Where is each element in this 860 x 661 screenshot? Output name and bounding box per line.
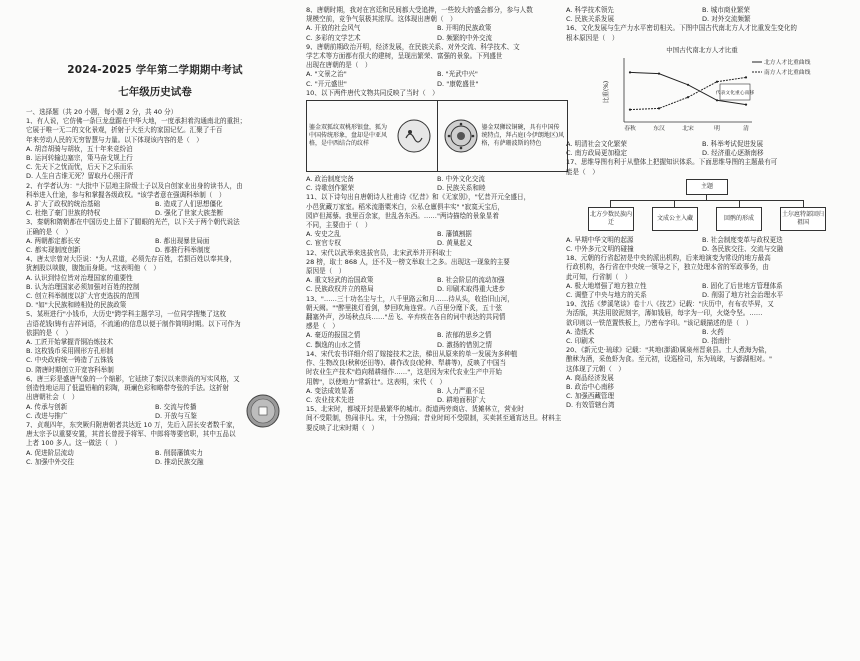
chart-title: 中国古代南北方人才比重 [666,45,738,54]
question-line: 5、某班进行"小钱币，大历史"跨学科主题学习，一位同学搜集了这枚 [26,310,227,319]
option: B. 火药 [702,327,724,336]
option: A. 明清社会文化繁荣 [566,140,627,149]
option: A. 安史之乱 [306,230,341,239]
mind-map-leaf-text: 回鹘的形成 [723,214,754,222]
question-line: 行政机构，各行省在中央统一领导之下，独立处理本省的军政事务，由 [566,263,769,272]
option: B. 造成了人们思想僵化 [155,200,223,209]
option: D. 印刷术取得重大进步 [437,285,506,294]
option: D. 对外交流频繁 [702,15,751,24]
option: B. 人力严重不足 [437,386,485,395]
mind-map-leaf-text: 土尔扈特部回归祖国 [781,210,824,226]
question-line: 小邑犹藏万家室。稻米流脂粟米白，公私仓廪俱丰实" "寂寞天宝后， [306,202,504,211]
option-row [566,140,838,149]
option-row [26,237,284,246]
option: C. 加强中外交往 [26,457,75,466]
option: B. 削弱藩镇实力 [155,448,203,457]
option: D. 削弱了地方社会治理水平 [702,291,784,300]
x-tick-label: 明 [714,125,720,132]
option-row [306,387,568,396]
option: B. 政治中心南移 [566,383,614,392]
artifact-right-text: 鎏金双狮纹铜碗，具有中国传统特点，拜占庭(今伊朗地区)风格，有萨珊波斯的特色 [481,124,565,148]
x-tick-label: 东汉 [653,125,665,132]
x-tick-label: 春秋 [624,125,636,132]
option: B. 藩镇割据 [437,230,472,239]
option: D. 隋唐时期创立开宽容科举制 [26,365,114,374]
question-line: 12、宋代以武举来选拔官员，北宋武举并开科取士 [306,248,452,257]
option: A. 极大地增强了地方独立性 [566,281,647,290]
mind-map-leaf-text: 文成公主入藏 [656,214,693,222]
option: D. 推动民族交融 [155,457,204,466]
question-line: 依据的是（ ） [26,328,72,337]
option-row [306,396,568,405]
question-line: 它展于唯一无二的文化景观，折射于大至大的家国记忆。汇聚了千百 [26,126,223,135]
question-line: 10、以下两件唐代文物共同反映了当时（ ） [306,88,439,97]
option: A. 重文轻武的治国政策 [306,276,374,285]
question-line: 14、宋代农书详细介绍了嫁接技术之法，梯田从原来的单一发展为多种植 [306,349,518,358]
option: C. 南方政局更加稳定 [566,149,628,158]
chart-ylabel: 比重(%) [603,80,610,104]
option: A. 豪迈的报国之情 [306,331,361,340]
option: D. 耕地面积扩大 [437,395,486,404]
option: D. 激扬的惜别之情 [437,340,493,349]
series-point [745,103,747,105]
option: C. 加强西藏管理 [566,392,615,401]
option: A. 工匠开始掌握青铜冶炼技术 [26,338,114,347]
question-line: 翻塞外声，沙场秋点兵……"岳飞、辛弃疾在各自的词中表达的共同情 [306,313,506,322]
option-row [566,337,838,346]
option-row [306,239,568,248]
series-point [687,84,689,86]
silver-plate-image [396,118,432,154]
option: C. 创立科举制度以扩大官吏选拔的范围 [26,292,140,301]
question-line: 科举进入仕途，参与和掌握各级政权。"该学者意在强调科举制（ ） [26,190,226,199]
mind-map [566,179,838,233]
option-row [306,80,568,89]
column-3 [566,6,838,411]
question-line: 19、沈括《梦溪笔谈》卷十八《技艺》记载："庆历中，有布衣毕昇，又 [566,300,774,309]
mind-map-leaf [588,207,634,231]
option: A. "文景之治" [306,70,347,79]
series-point [658,72,660,74]
option: C. 中央政府统一铸造了五铢钱 [26,356,114,365]
artifact-right [438,101,568,171]
question-line: 年来劳动人民的无穷智慧与力量。以下体现该内容的是（ ） [26,135,203,144]
option: C. 中外多元文明的碰撞 [566,245,634,254]
option: D. 强化了世家大族垄断 [155,209,224,218]
option: C. 民族关系发展 [566,15,615,24]
option-row [566,15,838,24]
option-row [566,149,838,158]
question-line: 不同，主要由于（ ） [306,221,372,230]
option-row [566,245,838,254]
artifact-left [307,101,438,171]
question-line: 13、"……三十功名尘与土，八千里路云和月……待从头，收拾旧山河， [306,294,514,303]
mind-map-root: 主题 [686,179,728,195]
option: B. 固化了后世地方管理体系 [702,281,783,290]
option: B. 运河转输边塞宗，策马奋戈规上行 [26,154,133,163]
option: C. 宦官专权 [306,239,341,248]
question-line: 上者 100 多人。这一做法（ ） [26,439,122,448]
question-line: 犹割股以啖腹，腹饱而身毙。"这表明他（ ） [26,264,160,273]
option: C. 民族政权并立的格局 [306,285,374,294]
mind-map-connector [674,200,740,207]
question-line: 16、文化发展与生产力水平密切相关。下图中国古代南北方人才比重发生变化的 [566,24,797,33]
option-row [26,209,284,218]
series-point [629,108,631,110]
legend-south-label: 南方人才比重曲线 [764,69,811,76]
section-heading: 一、选择题（共 20 小题，每小题 2 分，共 40 分） [26,108,178,116]
question-line: 28 榜，取士 868 人，还不及一榜文举取士之多。出现这一现象的主要 [306,257,510,266]
option: B. 科举考试促进发展 [702,140,764,149]
question-line: 学艺术等方面都有很大的建树，呈现出繁荣、富强的景象。下列盛世 [306,52,503,61]
option: A. 变法成效显著 [306,386,354,395]
option-row [306,341,568,350]
question-line: 7、贞观四年，东突厥归附唐朝者共达近 10 万，先后入居长安者数千家， [26,420,240,429]
option: A. 造纸术 [566,327,595,336]
x-tick-label: 北宋 [682,125,694,132]
question-line: 此可知，行省制（ ） [566,272,632,281]
question-line: 为活版，其法用胶泥刻字，薄如钱唇，每字为一印，火烧令坚。…… [566,309,763,318]
option: A. 认识到恃位皆对治理国家的重要性 [26,273,133,282]
option: A. 扩大了政权的统治基础 [26,200,100,209]
option: A. 政治制度完备 [306,175,354,184]
question-line: 唐太宗予以重要安置，其首长曾授予将军、中郎将等要官职，其中五品以 [26,430,236,439]
option: D. 指南针 [702,337,731,346]
question-line: 这体现了元朝（ ） [566,364,625,373]
question-line: 原因是（ ） [306,267,346,276]
option: C. 诗歌创作繁荣 [306,184,355,193]
exam-subtitle: 七年级历史试卷 [118,86,192,98]
option: A. 商品经济发展 [566,373,614,382]
option: C. 调整了中央与地方的关系 [566,291,647,300]
question-line: 15、北宋时，都城开封是最繁华的城市。街道两旁商店、货摊林立，营业时 [306,405,524,414]
series-point [745,76,747,78]
question-line: 出现在唐朝的是（ ） [306,61,372,70]
question-line: 酿秫为酒，采鱼虾为食。至元初，设巡检司，东为琉球，与澎湖相对。" [566,355,772,364]
option: B. 城市商业繁荣 [702,6,750,14]
option-row [566,282,838,291]
question-line: 朝天阙。""醉里挑灯看剑，梦回吹角连营。八百里分麾下炙，五十弦 [306,303,502,312]
option: D. "如"大民族和睦相处的民族政策 [26,301,127,310]
question-line: 作、生物改良(秋种还田等)、耕作改良(轮种、犁耕等)，反映了中国当 [306,359,507,368]
option-row [306,285,568,294]
question-line: 2、有学者认为："大批中下层地主阶级士子以及自创家业出身的读书人，由 [26,181,243,190]
question-line: 创造性地运用了低温铅釉的彩陶，斑斓色彩和略带夸张的手法。这折射 [26,384,229,393]
option: A. 两朝都定都长安 [26,236,81,245]
option-row [26,200,284,209]
question-line: 间不受限制，热闹非凡。宋，十分热闹；昔业时间不受限制，买卖甚至通宵达旦。材料主 [306,414,562,423]
question-line: 用牌"，以使地力"常新壮"。这表明，宋代（ ） [306,377,446,386]
series-point [687,96,689,98]
option: A. 胡音胡骑与胡妆，五十年来竞纷泊 [26,144,133,153]
x-tick-label: 清 [743,125,749,132]
artifact-table [306,100,568,172]
option-row [306,230,568,239]
question-line: 20、《新元史·琉球》记载："其地(澎湖)属泉州晋泉县。土人煮海为盐， [566,346,772,355]
option-row [26,246,284,255]
option-row [566,328,838,337]
series-point [716,80,718,82]
question-line: 感是（ ） [306,322,339,331]
option-row [306,70,568,79]
question-line: 吉语花钱(铸有吉祥词语，不流通)的信息以便于制作简明时期。以下可作为 [26,319,241,328]
option: A. 早期中华文明的起源 [566,235,634,244]
option: C. 都实现制度创新 [26,246,81,255]
option: D. "康乾盛世" [437,79,479,88]
option: B. 社会阶层的流动加强 [437,276,505,285]
chart-note: 代表文化重心南移 [715,90,755,96]
option: A. 促进阶层流动 [26,448,74,457]
option: D. 民族关系和睦 [437,184,486,193]
chart-xtick-group [624,124,749,132]
option-row [566,6,838,15]
option-row [566,236,838,245]
option: C. 印刷术 [566,337,595,346]
option: B. 这枚钱币采用圆形方孔形制 [26,347,114,356]
question-line: 1、有人说，它仿佛一条巨龙盘踞在中华大地，一度承担着沟通南北的重担； [26,117,247,126]
option: D. 黄巢起义 [437,239,473,248]
question-line: 11、以下诗句出自唐朝诗人杜甫诗《忆昔》和《无家别》，"忆昔开元全盛日， [306,193,531,202]
question-line: 17、思维导图有利于从整体上把握知识体系。下面思维导图的主题最有可 [566,158,778,167]
exam-title: 2024-2025 学年第二学期期中考试 [67,64,243,76]
talent-ratio-chart [602,44,822,136]
question-line: 3、秦朝和隋朝都在中国历史上留下了腿眼的光芒，以下关于两个朝代说法 [26,218,240,227]
option: C. "开元盛世" [306,79,347,88]
option-row [306,175,568,184]
mind-map-leaf [716,207,762,231]
question-line: 8、唐朝时期，我对在宫廷和民间都大受追捧，一些较大的盛会都分，参与人数 [306,6,533,14]
option: D. 开放与互鉴 [155,411,197,420]
question-line: 6、唐三彩是盛唐气象的一个缩影，它延续了秦汉以来崇尚的写实风格，又 [26,374,240,383]
option-row [306,184,568,193]
option-row [26,458,284,467]
option: B. 中外文化交流 [437,175,485,184]
option-row [306,331,568,340]
option: A. 开放的社会风气 [306,24,361,33]
option: D. 各民族交往、交流与交融 [702,245,784,254]
option: B. 认为治理国家必须加强对百姓的控制 [26,282,140,291]
series-point [658,107,660,109]
question-line: 4、唐太宗曾对大臣说："为人君道，必须先存百姓，若损百姓以奉其身， [26,255,237,264]
option: D. 人生自古谁无死？留取丹心照汗青 [26,172,134,181]
option: C. 杜绝了豪门世族的特权 [26,209,101,218]
question-line: 能是（ ） [566,167,599,176]
legend-north-label: 北方人才比重曲线 [764,59,811,66]
series-point [716,99,718,101]
question-line: 规模空前，竞争气氛极其浓厚。这体现出唐朝（ ） [306,15,457,24]
series-point [629,71,631,73]
option: B. "光武中兴" [437,70,478,79]
option: A. 传承与创新 [26,402,68,411]
option: D. 都推行科举制度 [155,246,211,255]
mind-map-leaf [780,207,826,231]
question-line: 9、唐朝前期政治开明，经济发展，在民族关系、对外交流、科学技术、文 [306,42,520,51]
option: B. 交流与传播 [155,402,197,411]
option-row [306,276,568,285]
mind-map-leaf [652,207,698,231]
question-line: 时农业生产技术"趋向精耕细作……"，这是因为宋代农业生产中开始 [306,368,502,377]
option: C. 飘逸的山水之情 [306,340,361,349]
question-line: 18、元朝的行省起初是中央的派出机构，后来地演变为常设的地方最高 [566,254,771,263]
option: B. 浓郁的思乡之情 [437,331,492,340]
option: B. 社会制度变革与政权更迭 [702,235,783,244]
option: C. 多彩的文学艺术 [306,33,361,42]
option: C. 先天下之忧而忧，后天下之乐而乐 [26,163,133,172]
option: D. 频繁的中外交流 [437,33,493,42]
question-line: 出唐朝社会（ ） [26,393,79,402]
option-row [306,24,568,33]
column-2 [306,6,568,433]
option: A. 科学技术领先 [566,6,614,14]
option: C. 改进与推广 [26,411,68,420]
mind-map-leaf-text: 北方少数民族内迁 [589,210,632,226]
copper-bowl-image [443,118,479,154]
question-line: 正确的是（ ） [26,227,72,236]
coin-image [246,394,280,428]
question-line: 园庐但蒿藜。我里百余家，世乱各东西。……"两诗描绘的景象显着 [306,211,499,220]
question-line: 要反映了北宋时期（ ） [306,423,379,432]
question-line: 欲印则以一铁范置铁板上，乃密布字印。"该记载描述的是（ ） [566,318,753,327]
option-row [306,34,568,43]
option-row [26,449,284,458]
option-row [566,291,838,300]
option: B. 都出现暴世局面 [155,236,210,245]
artifact-left-text: 鎏金双狐纹双桃形银盘，狐为中国传统形象，盘却是中亚风格，是中西结合的纹样 [309,124,388,148]
option: D. 有效管辖台湾 [566,401,615,410]
option: C. 农业技术先进 [306,395,355,404]
question-line: 根本原因是（ ） [566,33,619,42]
option: B. 开明的民族政策 [437,24,492,33]
option: D. 经济重心逐渐南移 [702,149,764,158]
